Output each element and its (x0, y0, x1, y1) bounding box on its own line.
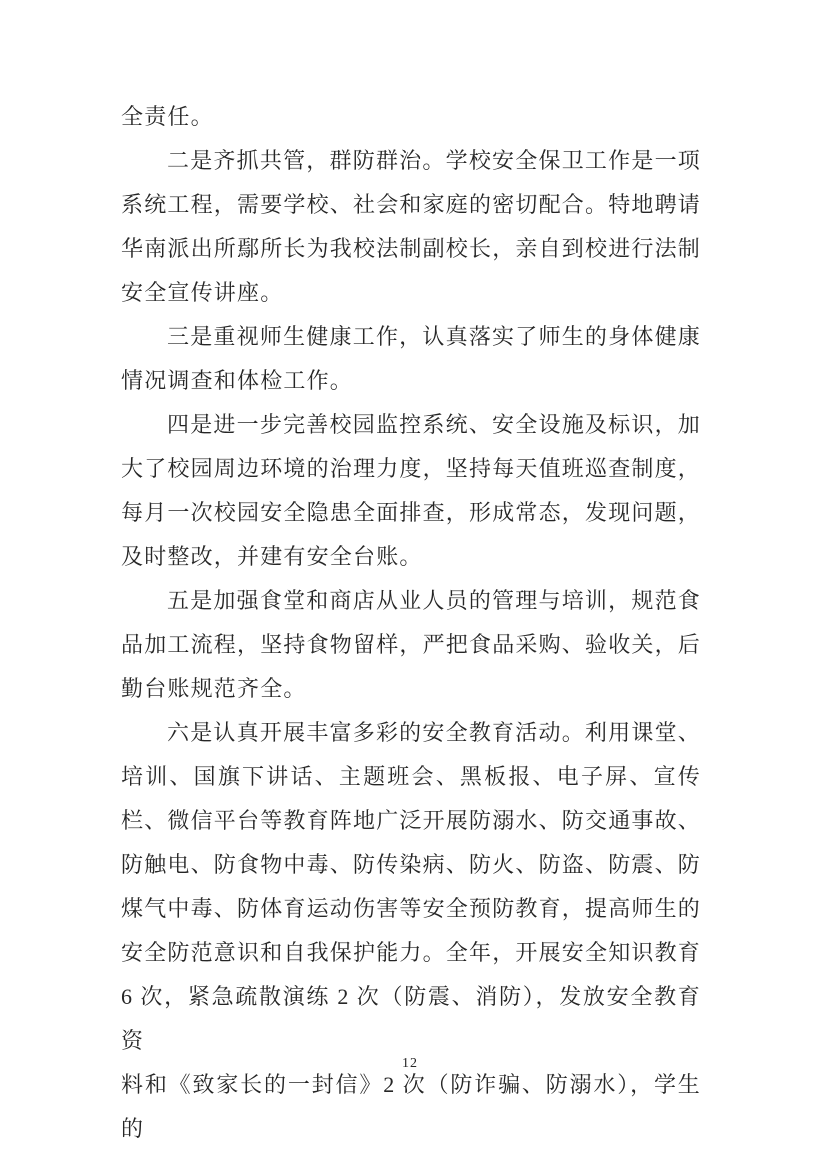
text-line: 全责任。 (121, 104, 214, 129)
text-line: 料和《致家长的一封信》2 次（防诈骗、防溺水），学生的 (121, 1072, 701, 1141)
text-line: 华南派出所鄢所长为我校法制副校长，亲自到校进行法制 (121, 236, 702, 261)
text-line: 四是进一步完善校园监控系统、安全设施及标识，加 (167, 412, 701, 437)
document-body (121, 95, 701, 1151)
text-line: 六是认真开展丰富多彩的安全教育活动。利用课堂、 (167, 720, 701, 745)
text-line: 五是加强食堂和商店从业人员的管理与培训，规范食 (167, 588, 701, 613)
text-line: 煤气中毒、防体育运动伤害等安全预防教育，提高师生的 (121, 896, 702, 921)
text-line: 系统工程，需要学校、社会和家庭的密切配合。特地聘请 (121, 192, 702, 217)
text-line: 防触电、防食物中毒、防传染病、防火、防盗、防震、防 (121, 852, 702, 877)
text-line: 每月一次校园安全隐患全面排查，形成常态，发现问题， (121, 500, 702, 525)
text-line: 安全宣传讲座。 (121, 280, 284, 305)
page-number: 12 (402, 1056, 418, 1071)
text-line: 栏、微信平台等教育阵地广泛开展防溺水、防交通事故、 (121, 808, 702, 833)
text-line: 及时整改，并建有安全台账。 (121, 544, 423, 569)
text-line: 勤台账规范齐全。 (121, 676, 307, 701)
text-line: 三是重视师生健康工作，认真落实了师生的身体健康 (167, 324, 701, 349)
text-line: 大了校园周边环境的治理力度，坚持每天值班巡查制度， (121, 456, 702, 481)
text-line: 品加工流程，坚持食物留样，严把食品采购、验收关，后 (121, 632, 702, 657)
text-line: 情况调查和体检工作。 (121, 368, 354, 393)
text-line: 6 次，紧急疏散演练 2 次（防震、消防），发放安全教育资 (121, 984, 701, 1053)
text-line: 二是齐抓共管，群防群治。学校安全保卫工作是一项 (167, 148, 701, 173)
text-line: 安全防范意识和自我保护能力。全年，开展安全知识教育 (121, 940, 702, 965)
text-line: 培训、国旗下讲话、主题班会、黑板报、电子屏、宣传 (121, 764, 701, 789)
